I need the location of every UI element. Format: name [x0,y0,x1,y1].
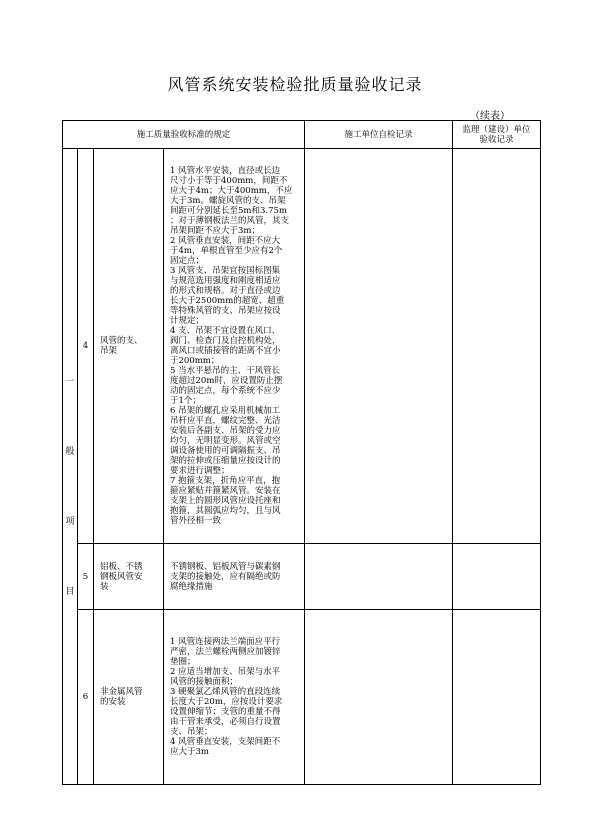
document-title: 风管系统安装检验批质量验收记录 [167,75,423,94]
row-item: 铝板、不锈 钢板风管安 装 [94,544,164,610]
category-char: 项 [65,516,75,527]
inspection-record-table [62,120,541,785]
header-row [63,121,541,149]
supervisor-cell[interactable] [453,610,541,785]
supervisor-cell[interactable] [453,149,541,544]
row-number: 6 [78,610,94,785]
self-check-cell[interactable] [305,610,453,785]
header-standard: 施工质量验收标准的规定 [63,121,305,149]
category-char: 一 [65,376,75,387]
header-self-check: 施工单位自检记录 [305,121,453,149]
row-item: 非金属风管 的安装 [94,610,164,785]
row-standard: 1 风管连接两法兰端面应平行 严密，法兰螺栓两侧应加镀锌 垫圈； 2 应适当增加支、吊架与水平 风管的接触面积； 3 硬聚氯乙烯风管的直段连续 长度大于20m，应按设计要求 设置伸缩节；支管的重量不得 由干管来承受，必须自行设置 支、吊架； 4 风管垂直安装，支架间距不 应大于3m [164,610,305,785]
row-standard: 不锈钢板、铝板风管与碳素钢 支架的接触处，应有隔绝或防 腐绝缘措施 [164,544,305,610]
table-row [63,544,541,610]
table-row [63,149,541,544]
row-item: 风管的支、 吊架 [94,149,164,544]
row-number: 4 [78,149,94,544]
table-row [63,610,541,785]
category-char: 般 [65,446,75,457]
header-supervisor: 监理（建设）单位 验收记录 [453,121,541,149]
row-number: 5 [78,544,94,610]
continued-note: （续表） [470,111,510,122]
category-char: 目 [65,586,75,597]
self-check-cell[interactable] [305,544,453,610]
supervisor-cell[interactable] [453,544,541,610]
row-standard: 1 风管水平安装，直径或长边 尺寸小于等于400mm，间距不 应大于4m；大于400mm，不应 大于3m。螺旋风管的支、吊架 间距可分别延长至5m和3.75m ；对于薄钢板法兰的风管，其支 吊架间距不应大于3m； 2 风管垂直安装，间距不应大 于4m，单根直管至少应有2个 固定点； 3 风管支、吊架宜按国标图集 与规范选用强度和刚度相适应 的形式和规格。对于直径或边 长大于2500mm的超宽、超重 等特殊风管的支、吊架应按设 计规定； 4 支、吊架不宜设置在风口、 阀门、检查门及自控机构处， 离风口或插接管的距离不宜小 于200mm； 5 当水平悬吊的主、干风管长 度超过20m时，应设置防止摆 动的固定点，每个系统不应少 于1个； 6 吊架的螺孔应采用机械加工 吊杆应平直，螺纹完整、光洁 安装后各副支、吊架的受力应 均匀，无明显变形。风管或空 调设备使用的可调隔振支、吊 架的拉伸或压缩量应按设计的 要求进行调整； 7 抱箍支架，折角应平直，抱 箍应紧贴并箍紧风管。安装在 支架上的圆形风管应设托座和 抱箍，其圆弧应均匀，且与风 管外径相一致 [164,149,305,544]
category-general-items [63,149,78,785]
self-check-cell[interactable] [305,149,453,544]
